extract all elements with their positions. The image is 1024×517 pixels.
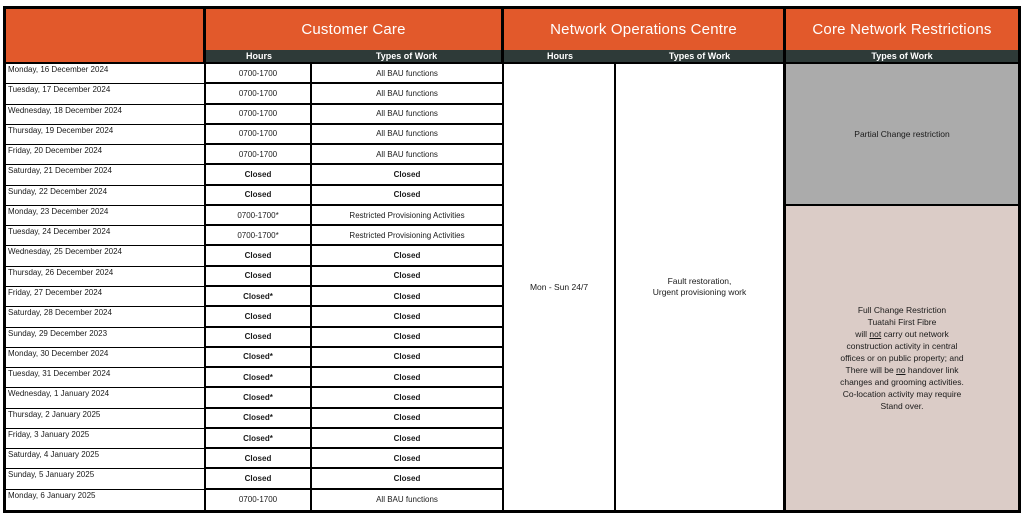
date-cell: Monday, 16 December 2024 bbox=[6, 64, 206, 84]
customer-care-hours-cell: Closed* bbox=[206, 368, 312, 388]
date-cell: Saturday, 28 December 2024 bbox=[6, 307, 206, 327]
date-cell: Friday, 3 January 2025 bbox=[6, 429, 206, 449]
date-cell: Friday, 20 December 2024 bbox=[6, 145, 206, 165]
date-cell: Wednesday, 1 January 2024 bbox=[6, 388, 206, 408]
customer-care-work-cell: Closed bbox=[312, 267, 504, 287]
date-cell: Friday, 27 December 2024 bbox=[6, 287, 206, 307]
date-cell: Thursday, 19 December 2024 bbox=[6, 125, 206, 145]
date-cell: Monday, 30 December 2024 bbox=[6, 348, 206, 368]
customer-care-work-cell: Restricted Provisioning Activities bbox=[312, 226, 504, 246]
customer-care-hours-cell: 0700-1700 bbox=[206, 145, 312, 165]
customer-care-hours-cell: 0700-1700 bbox=[206, 84, 312, 104]
noc-types-of-work-value bbox=[616, 64, 786, 510]
customer-care-work-cell: Closed bbox=[312, 409, 504, 429]
customer-care-work-cell: Closed bbox=[312, 449, 504, 469]
customer-care-types-of-work-header: Types of Work bbox=[312, 50, 504, 64]
date-cell: Tuesday, 24 December 2024 bbox=[6, 226, 206, 246]
full-restriction-line: will not carry out network bbox=[855, 328, 949, 339]
customer-care-work-cell: Closed bbox=[312, 328, 504, 348]
date-cell: Sunday, 29 December 2023 bbox=[6, 328, 206, 348]
customer-care-work-cell: Closed bbox=[312, 165, 504, 185]
date-cell: Sunday, 22 December 2024 bbox=[6, 186, 206, 206]
customer-care-hours-cell: Closed* bbox=[206, 388, 312, 408]
date-cell: Sunday, 5 January 2025 bbox=[6, 469, 206, 489]
date-cell: Wednesday, 25 December 2024 bbox=[6, 246, 206, 266]
noc-types-of-work-header: Types of Work bbox=[616, 50, 786, 64]
customer-care-hours-cell: Closed bbox=[206, 246, 312, 266]
customer-care-work-cell: Closed bbox=[312, 368, 504, 388]
noc-hours-value: Mon - Sun 24/7 bbox=[504, 64, 616, 510]
date-cell: Monday, 6 January 2025 bbox=[6, 490, 206, 510]
customer-care-hours-cell: Closed bbox=[206, 328, 312, 348]
customer-care-hours-cell: 0700-1700 bbox=[206, 490, 312, 510]
customer-care-hours-header: Hours bbox=[206, 50, 312, 64]
customer-care-title: Customer Care bbox=[206, 9, 504, 50]
customer-care-work-cell: Closed bbox=[312, 388, 504, 408]
customer-care-hours-cell: Closed bbox=[206, 307, 312, 327]
customer-care-work-cell: Closed bbox=[312, 307, 504, 327]
customer-care-work-cell: Closed bbox=[312, 246, 504, 266]
customer-care-work-cell: All BAU functions bbox=[312, 84, 504, 104]
customer-care-hours-cell: Closed* bbox=[206, 429, 312, 449]
date-cell: Tuesday, 17 December 2024 bbox=[6, 84, 206, 104]
customer-care-hours-cell: 0700-1700* bbox=[206, 206, 312, 226]
core-network-restrictions-title: Core Network Restrictions bbox=[786, 9, 1018, 50]
full-restriction-line: Stand over. bbox=[880, 400, 924, 411]
customer-care-work-cell: Closed bbox=[312, 469, 504, 489]
full-change-restriction-cell bbox=[786, 206, 1018, 510]
date-cell: Saturday, 4 January 2025 bbox=[6, 449, 206, 469]
date-cell: Wednesday, 18 December 2024 bbox=[6, 105, 206, 125]
date-cell: Tuesday, 31 December 2024 bbox=[6, 368, 206, 388]
customer-care-hours-cell: Closed bbox=[206, 165, 312, 185]
customer-care-work-cell: Restricted Provisioning Activities bbox=[312, 206, 504, 226]
customer-care-hours-cell: Closed* bbox=[206, 409, 312, 429]
date-cell: Thursday, 26 December 2024 bbox=[6, 267, 206, 287]
date-cell: Monday, 23 December 2024 bbox=[6, 206, 206, 226]
customer-care-work-cell: All BAU functions bbox=[312, 125, 504, 145]
date-cell: Saturday, 21 December 2024 bbox=[6, 165, 206, 185]
holiday-hours-table bbox=[3, 6, 1021, 513]
partial-change-restriction-cell: Partial Change restriction bbox=[786, 64, 1018, 206]
customer-care-work-cell: Closed bbox=[312, 186, 504, 206]
customer-care-work-cell: Closed bbox=[312, 348, 504, 368]
network-operations-centre-title: Network Operations Centre bbox=[504, 9, 786, 50]
customer-care-hours-cell: Closed bbox=[206, 449, 312, 469]
customer-care-work-cell: All BAU functions bbox=[312, 105, 504, 125]
customer-care-work-cell: Closed bbox=[312, 429, 504, 449]
customer-care-work-cell: All BAU functions bbox=[312, 490, 504, 510]
customer-care-hours-cell: 0700-1700 bbox=[206, 64, 312, 84]
customer-care-hours-cell: Closed bbox=[206, 267, 312, 287]
customer-care-hours-cell: Closed* bbox=[206, 348, 312, 368]
full-restriction-line: Full Change Restriction bbox=[857, 304, 947, 315]
customer-care-work-cell: All BAU functions bbox=[312, 145, 504, 165]
date-column-header bbox=[6, 9, 206, 64]
customer-care-hours-cell: Closed* bbox=[206, 287, 312, 307]
customer-care-hours-cell: Closed bbox=[206, 186, 312, 206]
noc-hours-header: Hours bbox=[504, 50, 616, 64]
customer-care-hours-cell: 0700-1700 bbox=[206, 125, 312, 145]
noc-work-line: Fault restoration, bbox=[667, 276, 732, 286]
customer-care-hours-cell: 0700-1700 bbox=[206, 105, 312, 125]
full-restriction-line: There will be no handover link bbox=[845, 364, 959, 375]
customer-care-work-cell: Closed bbox=[312, 287, 504, 307]
full-restriction-line: offices or on public property; and bbox=[840, 352, 964, 363]
core-network-types-of-work-header: Types of Work bbox=[786, 50, 1018, 64]
full-restriction-line: Co-location activity may require bbox=[842, 388, 962, 399]
customer-care-work-cell: All BAU functions bbox=[312, 64, 504, 84]
date-cell: Thursday, 2 January 2025 bbox=[6, 409, 206, 429]
full-restriction-line: construction activity in central bbox=[846, 340, 958, 351]
full-restriction-line: Tuatahi First Fibre bbox=[867, 316, 937, 327]
full-restriction-line: changes and grooming activities. bbox=[840, 376, 964, 387]
customer-care-hours-cell: 0700-1700* bbox=[206, 226, 312, 246]
noc-work-line: Urgent provisioning work bbox=[652, 287, 747, 297]
customer-care-hours-cell: Closed bbox=[206, 469, 312, 489]
